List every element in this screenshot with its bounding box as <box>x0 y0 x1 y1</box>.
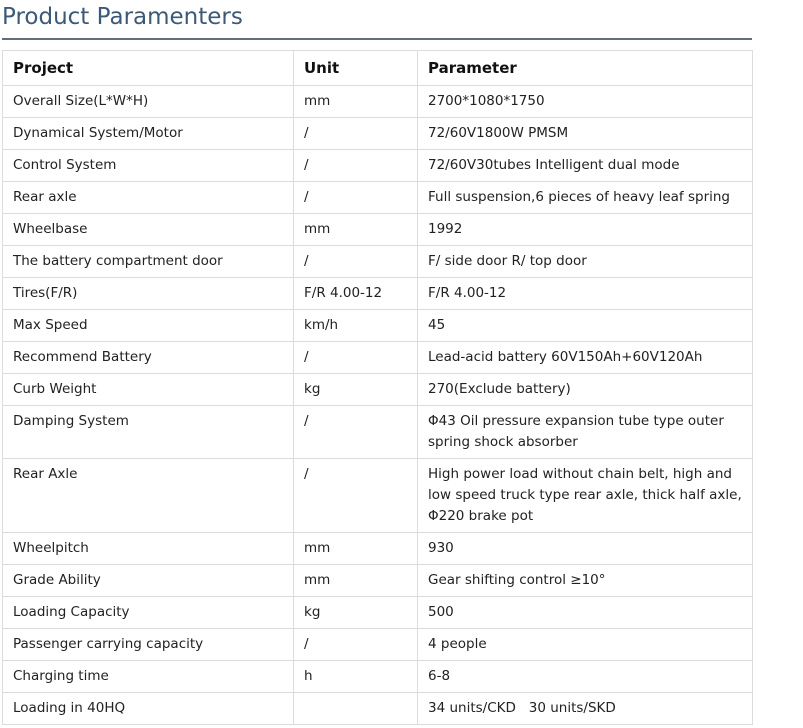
cell-parameter: 270(Exclude battery) <box>418 374 753 406</box>
column-header-project: Project <box>3 51 294 86</box>
cell-unit: / <box>294 459 418 533</box>
cell-unit: kg <box>294 597 418 629</box>
cell-project: Control System <box>3 150 294 182</box>
cell-parameter: 45 <box>418 310 753 342</box>
cell-unit: F/R 4.00-12 <box>294 278 418 310</box>
cell-parameter: 930 <box>418 533 753 565</box>
cell-unit: / <box>294 150 418 182</box>
cell-project: Wheelpitch <box>3 533 294 565</box>
product-parameters-table <box>2 50 753 725</box>
table-body <box>3 86 753 725</box>
cell-parameter: F/R 4.00-12 <box>418 278 753 310</box>
cell-parameter: F/ side door R/ top door <box>418 246 753 278</box>
cell-parameter: 72/60V1800W PMSM <box>418 118 753 150</box>
cell-project: Rear Axle <box>3 459 294 533</box>
table-row <box>3 246 753 278</box>
cell-project: Dynamical System/Motor <box>3 118 294 150</box>
cell-unit: h <box>294 661 418 693</box>
cell-project: Grade Ability <box>3 565 294 597</box>
cell-project: Loading in 40HQ <box>3 693 294 725</box>
table-row <box>3 693 753 725</box>
cell-project: Recommend Battery <box>3 342 294 374</box>
cell-unit: / <box>294 406 418 459</box>
column-header-unit: Unit <box>294 51 418 86</box>
cell-parameter: 500 <box>418 597 753 629</box>
cell-unit: kg <box>294 374 418 406</box>
table-row <box>3 565 753 597</box>
cell-project: Passenger carrying capacity <box>3 629 294 661</box>
cell-parameter: 2700*1080*1750 <box>418 86 753 118</box>
cell-parameter: Lead-acid battery 60V150Ah+60V120Ah <box>418 342 753 374</box>
cell-parameter: Φ43 Oil pressure expansion tube type outer spring shock absorber <box>418 406 753 459</box>
table-row <box>3 182 753 214</box>
cell-project: Charging time <box>3 661 294 693</box>
table-row <box>3 342 753 374</box>
cell-project: Max Speed <box>3 310 294 342</box>
cell-project: Wheelbase <box>3 214 294 246</box>
cell-project: Curb Weight <box>3 374 294 406</box>
cell-unit: / <box>294 118 418 150</box>
cell-project: Damping System <box>3 406 294 459</box>
cell-unit: / <box>294 246 418 278</box>
table-row <box>3 661 753 693</box>
cell-parameter: 34 units/CKD 30 units/SKD <box>418 693 753 725</box>
cell-unit: mm <box>294 86 418 118</box>
cell-project: Rear axle <box>3 182 294 214</box>
cell-unit: mm <box>294 533 418 565</box>
table-row <box>3 629 753 661</box>
table-row <box>3 533 753 565</box>
cell-unit: / <box>294 629 418 661</box>
cell-parameter: 72/60V30tubes Intelligent dual mode <box>418 150 753 182</box>
cell-parameter: 1992 <box>418 214 753 246</box>
table-row <box>3 214 753 246</box>
table-row <box>3 374 753 406</box>
cell-unit: km/h <box>294 310 418 342</box>
cell-unit: / <box>294 342 418 374</box>
table-row <box>3 406 753 459</box>
table-row <box>3 118 753 150</box>
table-header-row <box>3 51 753 86</box>
cell-parameter: 4 people <box>418 629 753 661</box>
cell-parameter: Full suspension,6 pieces of heavy leaf spring <box>418 182 753 214</box>
cell-unit: mm <box>294 214 418 246</box>
cell-unit: / <box>294 182 418 214</box>
table-row <box>3 278 753 310</box>
cell-project: Overall Size(L*W*H) <box>3 86 294 118</box>
cell-parameter: 6-8 <box>418 661 753 693</box>
table-row <box>3 459 753 533</box>
cell-project: Tires(F/R) <box>3 278 294 310</box>
cell-parameter: High power load without chain belt, high and low speed truck type rear axle, thick half axle, Φ220 brake pot <box>418 459 753 533</box>
cell-unit: mm <box>294 565 418 597</box>
cell-project: The battery compartment door <box>3 246 294 278</box>
table-row <box>3 86 753 118</box>
title-divider <box>2 38 752 40</box>
page-title: Product Paramenters <box>2 4 243 30</box>
column-header-parameter: Parameter <box>418 51 753 86</box>
cell-project: Loading Capacity <box>3 597 294 629</box>
cell-parameter: Gear shifting control ≥10° <box>418 565 753 597</box>
table-row <box>3 597 753 629</box>
table-row <box>3 310 753 342</box>
table-row <box>3 150 753 182</box>
cell-unit <box>294 693 418 725</box>
